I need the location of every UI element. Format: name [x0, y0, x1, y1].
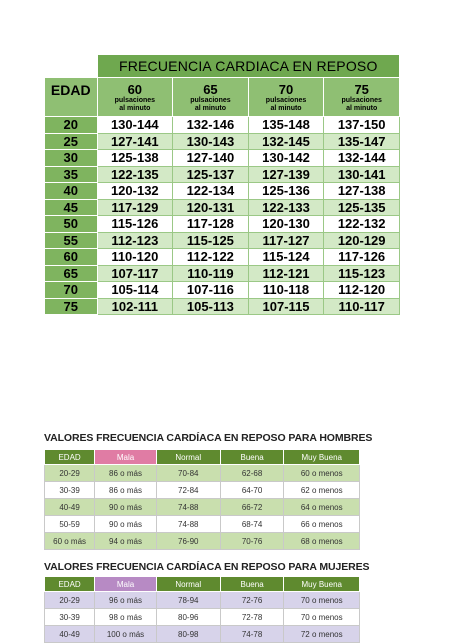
- value-cell: 96 o más: [95, 592, 157, 609]
- heart-rate-range-cell: 125-138: [97, 150, 173, 167]
- heart-rate-range-cell: 122-132: [324, 216, 400, 233]
- pulse-unit: pulsaciones: [114, 97, 156, 104]
- heart-rate-range-cell: 125-137: [173, 166, 249, 183]
- value-cell: 98 o más: [95, 609, 157, 626]
- value-cell: 66 o menos: [284, 516, 360, 533]
- value-cell: 94 o más: [95, 533, 157, 550]
- heart-rate-range-cell: 117-129: [97, 199, 173, 216]
- table-row: [45, 465, 360, 482]
- age-range-cell: 20-29: [45, 465, 95, 482]
- value-cell: 74-78: [220, 626, 284, 643]
- table-row: [45, 117, 400, 134]
- age-cell: 25: [45, 133, 98, 150]
- value-cell: 74-88: [156, 516, 220, 533]
- pulse-unit: al minuto: [119, 105, 151, 112]
- value-cell: 70 o menos: [284, 609, 360, 626]
- pulse-unit: pulsaciones: [341, 97, 382, 104]
- age-cell: 35: [45, 166, 98, 183]
- value-cell: 62 o menos: [284, 482, 360, 499]
- heart-rate-range-cell: 115-125: [173, 232, 249, 249]
- corner-blank: [45, 55, 98, 78]
- age-cell: 40: [45, 183, 98, 200]
- heart-rate-range-cell: 125-136: [248, 183, 324, 200]
- heart-rate-range-cell: 122-135: [97, 166, 173, 183]
- heart-rate-range-cell: 117-126: [324, 249, 400, 266]
- age-cell: 30: [45, 150, 98, 167]
- value-cell: 60 o menos: [284, 465, 360, 482]
- women-heart-rate-table: [44, 576, 360, 643]
- heart-rate-range-cell: 130-144: [97, 117, 173, 134]
- pulse-value: 65: [203, 82, 218, 97]
- pulse-unit: pulsaciones: [190, 97, 231, 104]
- age-cell: 20: [45, 117, 98, 134]
- col-header-age: EDAD: [45, 450, 95, 465]
- heart-rate-range-cell: 112-121: [248, 265, 324, 282]
- value-cell: 66-72: [220, 499, 284, 516]
- value-cell: 70 o menos: [284, 592, 360, 609]
- table-row: [45, 166, 400, 183]
- heart-rate-range-cell: 120-131: [173, 199, 249, 216]
- age-cell: 55: [45, 232, 98, 249]
- heart-rate-range-cell: 110-117: [324, 298, 400, 315]
- heart-rate-range-cell: 115-123: [324, 265, 400, 282]
- value-cell: 74-88: [156, 499, 220, 516]
- col-header-bad: Mala: [95, 577, 157, 592]
- heart-rate-range-cell: 135-148: [248, 117, 324, 134]
- heart-rate-range-cell: 112-123: [97, 232, 173, 249]
- heart-rate-range-cell: 127-138: [324, 183, 400, 200]
- value-cell: 86 o más: [95, 465, 157, 482]
- pulse-value: 70: [278, 82, 294, 97]
- age-cell: 45: [45, 199, 98, 216]
- age-range-cell: 50-59: [45, 516, 95, 533]
- heart-rate-range-cell: 117-127: [248, 232, 324, 249]
- heart-rate-range-cell: 122-133: [248, 199, 324, 216]
- pulse-unit: pulsaciones: [265, 97, 307, 104]
- col-header-very-good: Muy Buena: [284, 577, 360, 592]
- heart-rate-range-cell: 130-143: [173, 133, 249, 150]
- col-header-good: Buena: [220, 450, 284, 465]
- value-cell: 80-96: [156, 609, 220, 626]
- table-row: [45, 232, 400, 249]
- men-heart-rate-table: [44, 449, 360, 550]
- heart-rate-range-cell: 122-134: [173, 183, 249, 200]
- heart-rate-range-cell: 120-130: [248, 216, 324, 233]
- table-row: [45, 516, 360, 533]
- heart-rate-range-cell: 127-140: [173, 150, 249, 167]
- pulse-unit: al minuto: [346, 105, 378, 112]
- age-range-cell: 30-39: [45, 482, 95, 499]
- pulse-column-header: [173, 78, 249, 117]
- heart-rate-range-cell: 120-132: [97, 183, 173, 200]
- age-range-cell: 60 o más: [45, 533, 95, 550]
- age-range-cell: 40-49: [45, 626, 95, 643]
- value-cell: 100 o más: [95, 626, 157, 643]
- value-cell: 86 o más: [95, 482, 157, 499]
- heart-rate-range-cell: 132-146: [173, 117, 249, 134]
- age-cell: 70: [45, 282, 98, 299]
- table-row: [45, 609, 360, 626]
- pulse-unit: al minuto: [194, 105, 226, 112]
- table-row: [45, 133, 400, 150]
- heart-rate-range-cell: 107-116: [173, 282, 249, 299]
- col-header-age: EDAD: [45, 577, 95, 592]
- col-header-very-good: Muy Buena: [284, 450, 360, 465]
- table-row: [45, 150, 400, 167]
- table-row: [45, 482, 360, 499]
- heart-rate-range-cell: 115-124: [248, 249, 324, 266]
- age-cell: 50: [45, 216, 98, 233]
- heart-rate-range-cell: 105-113: [173, 298, 249, 315]
- heart-rate-range-cell: 117-128: [173, 216, 249, 233]
- heart-rate-range-cell: 107-115: [248, 298, 324, 315]
- age-cell: 60: [45, 249, 98, 266]
- age-range-cell: 20-29: [45, 592, 95, 609]
- heart-rate-range-cell: 130-141: [324, 166, 400, 183]
- pulse-unit: al minuto: [270, 105, 302, 112]
- heart-rate-range-cell: 115-126: [97, 216, 173, 233]
- value-cell: 90 o más: [95, 499, 157, 516]
- col-header-normal: Normal: [156, 450, 220, 465]
- resting-heart-rate-table: [44, 54, 400, 315]
- value-cell: 64 o menos: [284, 499, 360, 516]
- heart-rate-range-cell: 110-120: [97, 249, 173, 266]
- heart-rate-range-cell: 127-139: [248, 166, 324, 183]
- col-header-normal: Normal: [156, 577, 220, 592]
- heart-rate-range-cell: 127-141: [97, 133, 173, 150]
- value-cell: 70-76: [220, 533, 284, 550]
- heart-rate-range-cell: 135-147: [324, 133, 400, 150]
- heart-rate-range-cell: 105-114: [97, 282, 173, 299]
- pulse-value: 75: [354, 82, 369, 97]
- value-cell: 80-98: [156, 626, 220, 643]
- value-cell: 68-74: [220, 516, 284, 533]
- heart-rate-range-cell: 110-118: [248, 282, 324, 299]
- value-cell: 68 o menos: [284, 533, 360, 550]
- age-cell: 75: [45, 298, 98, 315]
- table-row: [45, 199, 400, 216]
- heart-rate-range-cell: 112-120: [324, 282, 400, 299]
- table-row: [45, 499, 360, 516]
- table-row: [45, 592, 360, 609]
- age-header: EDAD: [45, 78, 98, 117]
- women-table-title: VALORES FRECUENCIA CARDÍACA EN REPOSO PARA MUJERES: [44, 561, 370, 573]
- value-cell: 72-76: [220, 592, 284, 609]
- value-cell: 90 o más: [95, 516, 157, 533]
- table-row: [45, 282, 400, 299]
- heart-rate-range-cell: 132-145: [248, 133, 324, 150]
- value-cell: 72 o menos: [284, 626, 360, 643]
- col-header-bad: Mala: [95, 450, 157, 465]
- value-cell: 78-94: [156, 592, 220, 609]
- value-cell: 72-78: [220, 609, 284, 626]
- table-row: [45, 533, 360, 550]
- table-row: [45, 249, 400, 266]
- men-table-title: VALORES FRECUENCIA CARDÍACA EN REPOSO PARA HOMBRES: [44, 432, 373, 444]
- col-header-good: Buena: [220, 577, 284, 592]
- value-cell: 76-90: [156, 533, 220, 550]
- pulse-column-header: [97, 78, 173, 117]
- heart-rate-range-cell: 102-111: [97, 298, 173, 315]
- pulse-column-header: [324, 78, 400, 117]
- age-cell: 65: [45, 265, 98, 282]
- table-row: [45, 626, 360, 643]
- table-row: [45, 183, 400, 200]
- pulse-value: 60: [127, 82, 143, 97]
- value-cell: 64-70: [220, 482, 284, 499]
- value-cell: 70-84: [156, 465, 220, 482]
- heart-rate-range-cell: 107-117: [97, 265, 173, 282]
- heart-rate-range-cell: 125-135: [324, 199, 400, 216]
- heart-rate-range-cell: 120-129: [324, 232, 400, 249]
- table-row: [45, 298, 400, 315]
- pulse-column-header: [248, 78, 324, 117]
- age-range-cell: 30-39: [45, 609, 95, 626]
- heart-rate-range-cell: 110-119: [173, 265, 249, 282]
- table-row: [45, 216, 400, 233]
- heart-rate-range-cell: 132-144: [324, 150, 400, 167]
- heart-rate-range-cell: 112-122: [173, 249, 249, 266]
- table-title: FRECUENCIA CARDIACA EN REPOSO: [97, 55, 399, 78]
- table-row: [45, 265, 400, 282]
- heart-rate-range-cell: 137-150: [324, 117, 400, 134]
- value-cell: 62-68: [220, 465, 284, 482]
- age-range-cell: 40-49: [45, 499, 95, 516]
- value-cell: 72-84: [156, 482, 220, 499]
- heart-rate-range-cell: 130-142: [248, 150, 324, 167]
